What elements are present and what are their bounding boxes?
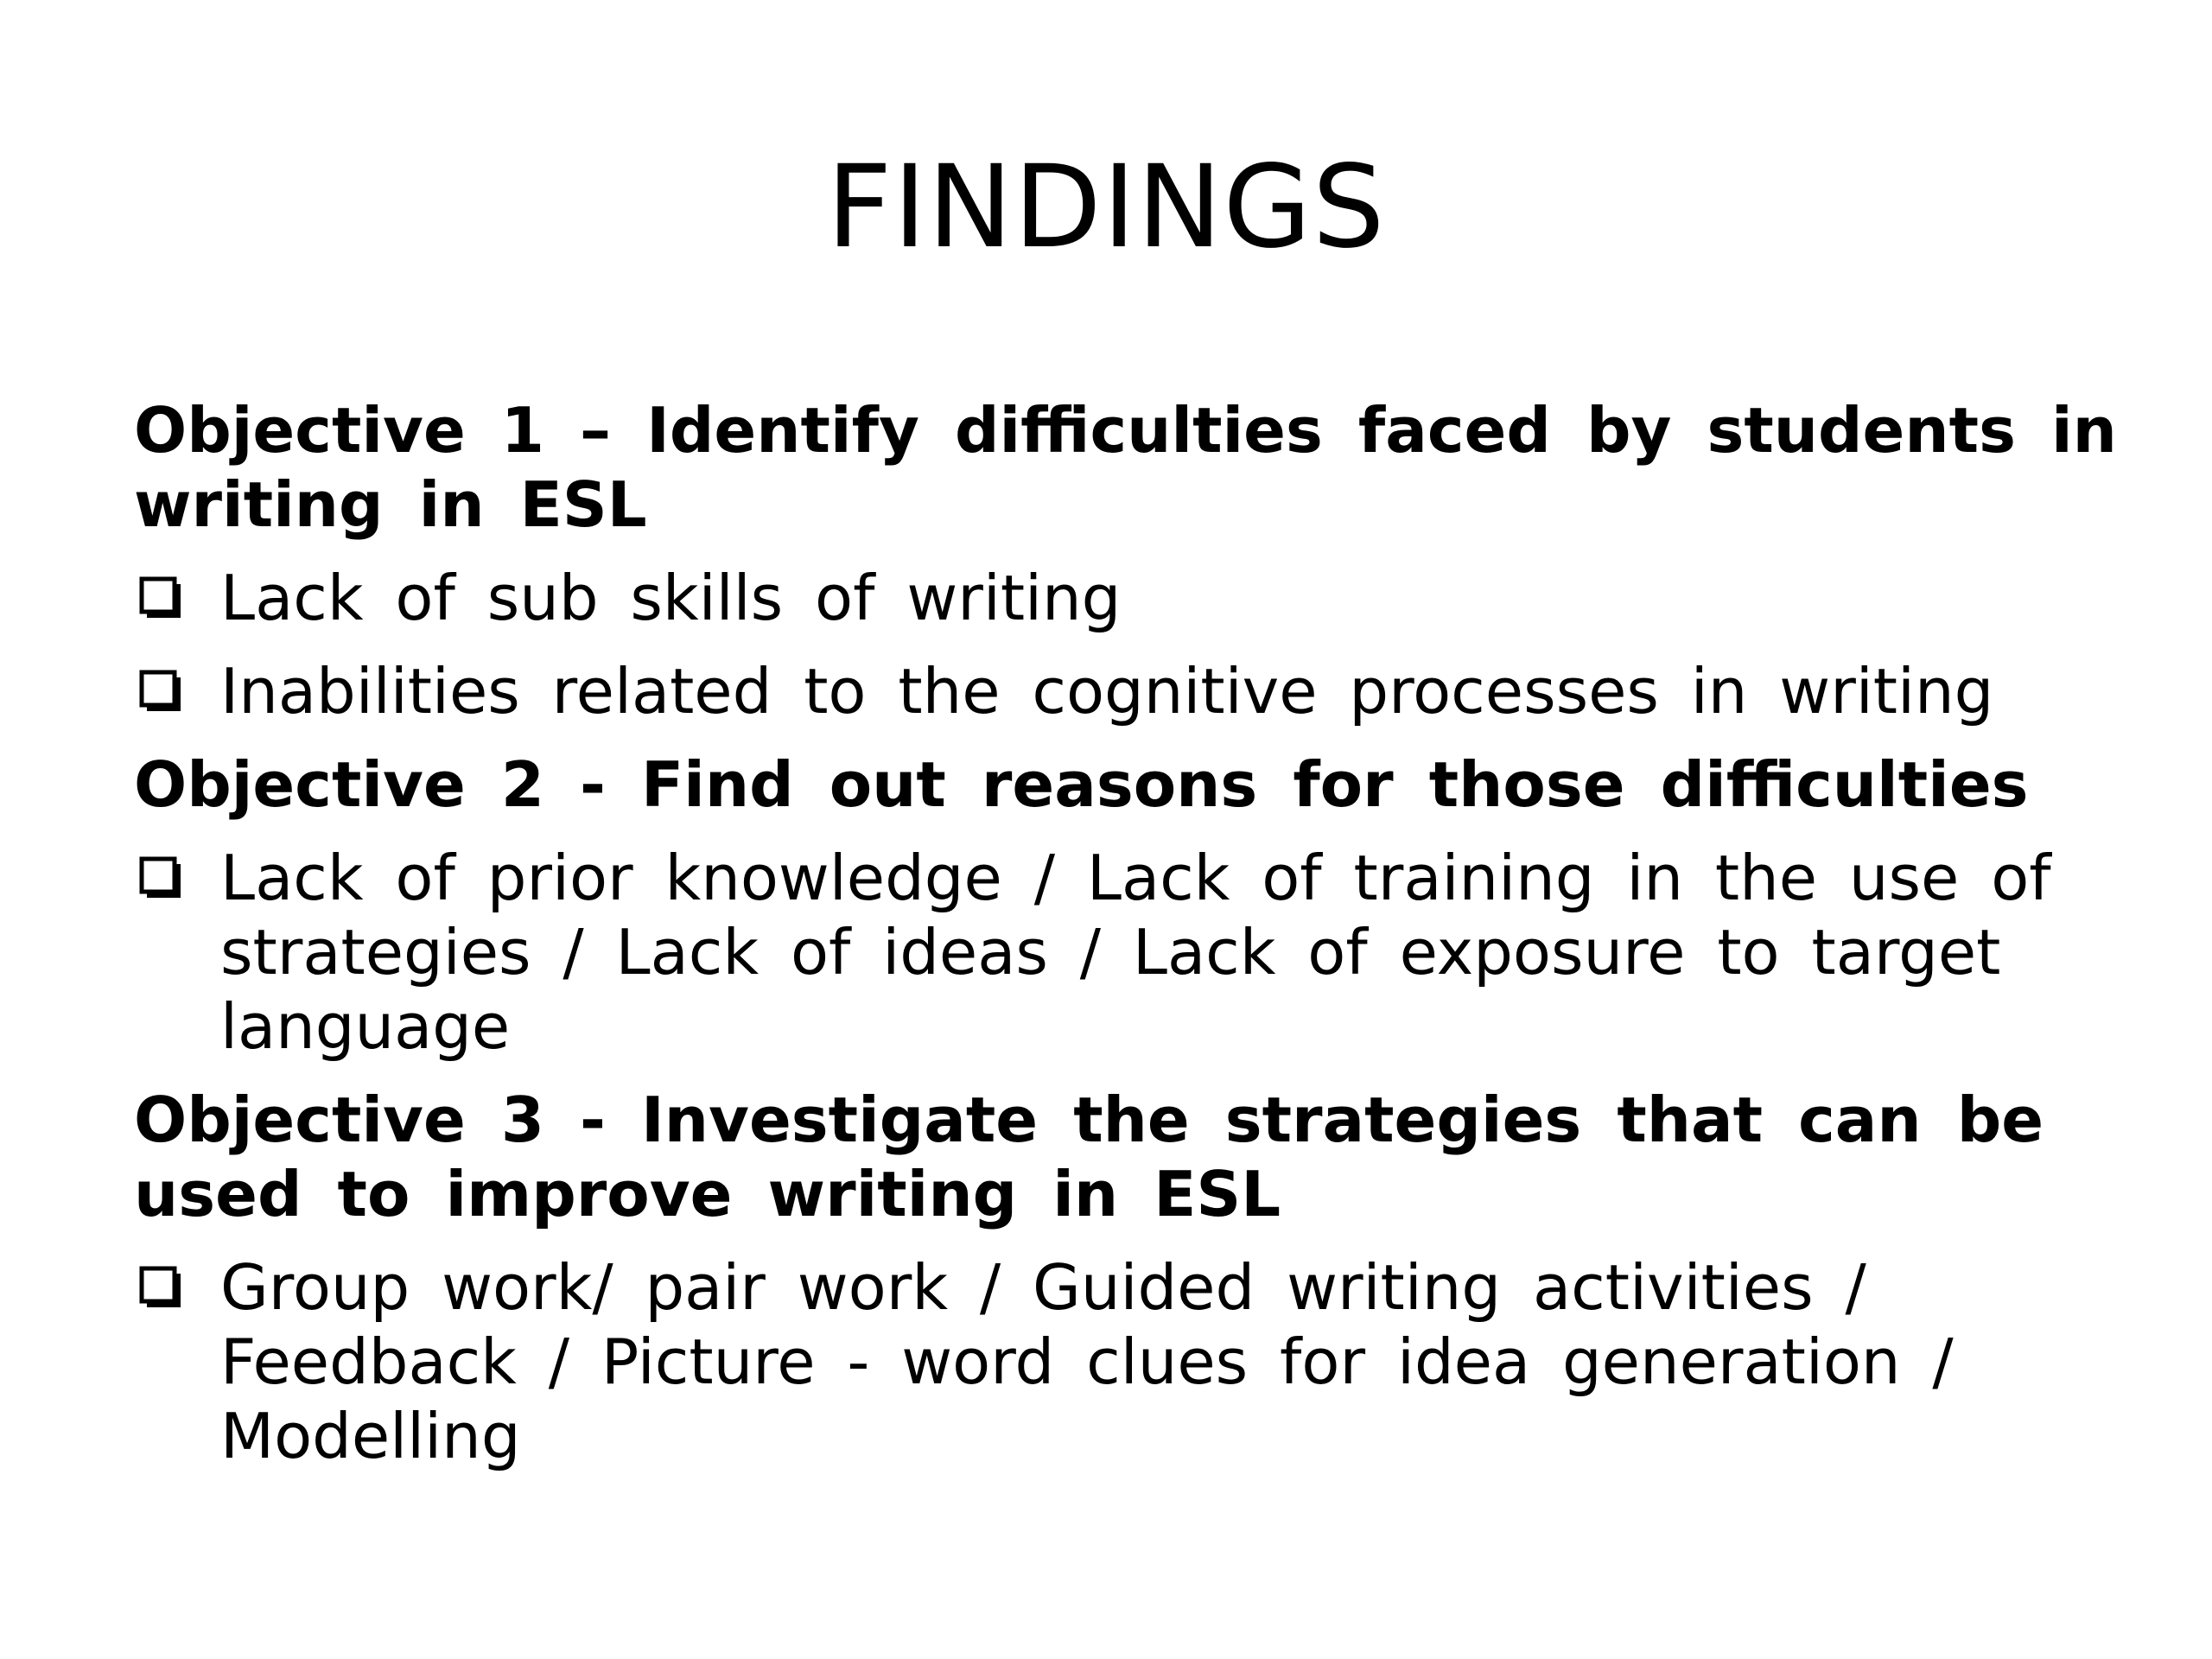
slide-title: FINDINGS [826, 141, 1386, 274]
objective-1-heading: Objective 1 – Identify difficulties faced by students in writing in ESL [134, 394, 2117, 541]
objective-2-heading: Objective 2 - Find out reasons for those difficulties [134, 748, 2029, 821]
slide-content [134, 393, 2121, 1473]
square-bullet-icon [139, 1266, 182, 1309]
objective-3-heading: Objective 3 - Investigate the strategies that can be used to improve writing in ESL [134, 1084, 2044, 1230]
bullet-text: Inabilities related to the cognitive processes in writing [220, 655, 1994, 728]
bullet-text: Group work/ pair work / Guided writing activities / Feedback / Picture - word clues for idea generation / Modelling [220, 1251, 1954, 1472]
bullet-text: Lack of sub skills of writing [220, 562, 1122, 634]
bullet-item [134, 561, 2121, 635]
square-bullet-icon [139, 576, 182, 620]
bullet-item [134, 841, 2121, 1064]
bullet-item [134, 1250, 2121, 1473]
bullet-text: Lack of prior knowledge / Lack of training in the use of strategies / Lack of ideas / Lack of exposure to target language [220, 842, 2051, 1063]
square-bullet-icon [139, 856, 182, 899]
bullet-item [134, 654, 2121, 728]
square-bullet-icon [139, 670, 182, 713]
